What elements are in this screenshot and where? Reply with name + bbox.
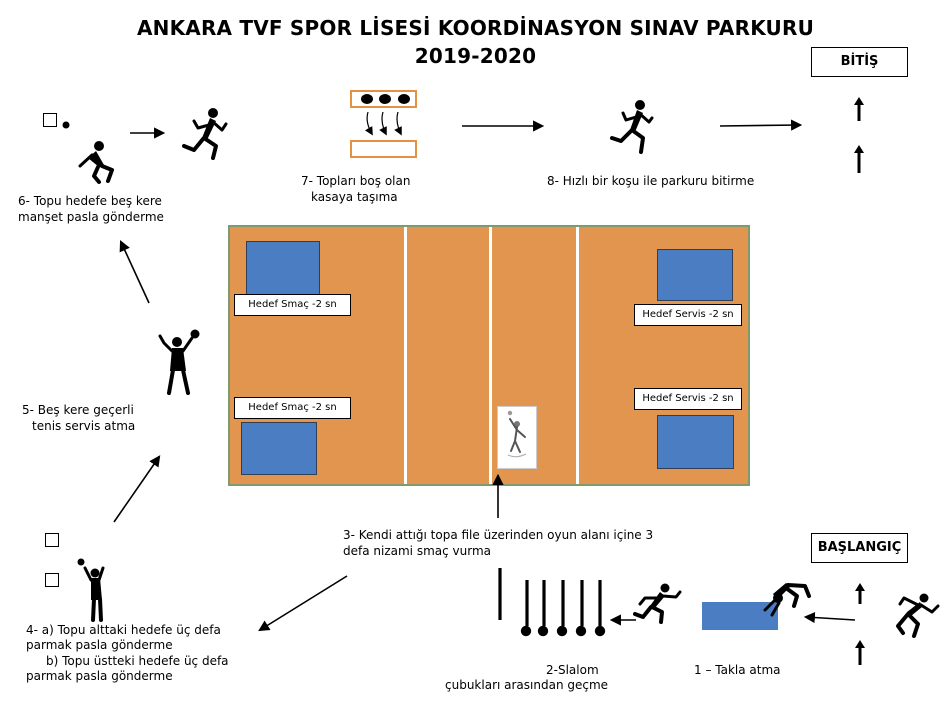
crate-balls	[361, 94, 410, 104]
smash-target-top-label: Hedef Smaç -2 sn	[234, 294, 351, 316]
step-3-label-line2: defa nizami smaç vurma	[343, 544, 492, 558]
step-7-label-line1: 7- Topları boş olan	[301, 174, 411, 188]
crate-transfer-arrows	[367, 112, 401, 134]
arrow-start-to-1	[806, 617, 855, 620]
step-5-label-line1: 5- Beş kere geçerli	[22, 403, 134, 417]
sprinter-silhouette-icon	[612, 100, 652, 152]
step-4-label-line3: b) Topu üstteki hedefe üç defa	[46, 654, 229, 668]
start-box: BAŞLANGIÇ	[811, 533, 908, 563]
step-5-label-line2: tenis servis atma	[32, 419, 136, 433]
server-silhouette-icon	[160, 330, 200, 394]
step-3-label-line1: 3- Kendi attığı topa file üzerinden oyun alanı içine 3	[343, 528, 654, 542]
arrow-8-to-finish	[720, 125, 800, 126]
step-4-label-line1: 4- a) Topu alttaki hedefe üç defa	[26, 623, 221, 637]
serve-target-top-label: Hedef Servis -2 sn	[634, 304, 742, 326]
step-8-label: 8- Hızlı bir koşu ile parkuru bitirme	[547, 174, 755, 188]
step-6-label-line2: manşet pasla gönderme	[18, 210, 164, 224]
step-7-label-line2: kasaya taşıma	[311, 190, 398, 204]
setter-silhouette-icon	[78, 559, 104, 621]
arrow-3-to-4	[260, 576, 347, 630]
step-4-label-line2: parmak pasla gönderme	[26, 638, 173, 652]
step-4-label-line4: parmak pasla gönderme	[26, 669, 173, 683]
slalom-poles	[500, 568, 600, 626]
step-2-label-line1: 2-Slalom	[546, 663, 599, 677]
arrow-4-to-5	[114, 457, 159, 522]
finish-box: BİTİŞ	[811, 47, 908, 77]
smash-target-bottom-label: Hedef Smaç -2 sn	[234, 397, 351, 419]
finish-markers	[854, 97, 864, 173]
flow-arrows	[114, 125, 855, 630]
serve-target-bottom-label: Hedef Servis -2 sn	[634, 388, 742, 410]
diagram-title: ANKARA TVF SPOR LİSESİ KOORDİNASYON SINAV PARKURU	[136, 16, 815, 40]
step-6-label-line1: 6- Topu hedefe beş kere	[18, 194, 162, 208]
digger-silhouette-icon	[80, 141, 112, 182]
diagram-year: 2019-2020	[414, 44, 537, 68]
start-runner-silhouette-icon	[898, 594, 938, 637]
slalom-runner-silhouette-icon	[635, 584, 680, 623]
step-2-label-line2: çubukları arasından geçme	[445, 678, 609, 692]
ball-icon	[63, 122, 70, 129]
runner-silhouette-icon	[184, 108, 226, 158]
slalom-pole-bases	[521, 626, 605, 636]
step-1-label: 1 – Takla atma	[694, 663, 781, 677]
arrow-5-to-6	[121, 242, 149, 303]
tumbler-silhouette-icon	[765, 583, 809, 615]
start-markers	[855, 583, 865, 665]
